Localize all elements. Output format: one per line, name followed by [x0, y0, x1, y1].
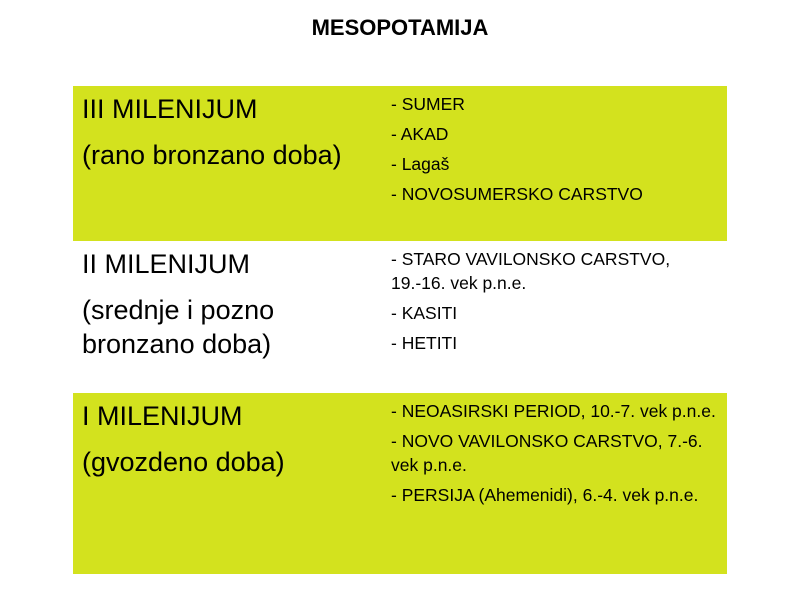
state-list [383, 241, 727, 393]
era-name: II MILENIJUM [82, 249, 251, 279]
state-item: - STARO VAVILONSKO CARSTVO, 19.-16. vek p.n.e. [391, 249, 671, 293]
era-table [73, 86, 727, 574]
era-row-first-millennium [73, 393, 727, 574]
state-item: - HETITI [391, 333, 458, 353]
state-list [383, 393, 727, 574]
era-name: III MILENIJUM [82, 94, 258, 124]
state-item: - PERSIJA (Ahemenidi), 6.-4. vek p.n.e. [391, 485, 699, 505]
state-item: - SUMER [391, 94, 465, 114]
state-list [383, 86, 727, 241]
state-item: - KASITI [391, 303, 458, 323]
era-name: I MILENIJUM [82, 401, 243, 431]
state-item: - AKAD [391, 124, 449, 144]
page-title: MESOPOTAMIJA [311, 15, 489, 40]
state-item: - Lagaš [391, 154, 450, 174]
era-description: (rano bronzano doba) [82, 140, 342, 170]
era-row-second-millennium [73, 241, 727, 393]
era-description: (gvozdeno doba) [82, 447, 285, 477]
era-description: (srednje i pozno bronzano doba) [82, 295, 275, 359]
state-item: - NOVOSUMERSKO CARSTVO [391, 184, 643, 204]
era-cell [73, 241, 383, 393]
era-cell [73, 393, 383, 574]
era-cell [73, 86, 383, 241]
state-item: - NOVO VAVILONSKO CARSTVO, 7.-6. vek p.n.e. [391, 431, 703, 475]
era-row-third-millennium [73, 86, 727, 241]
state-item: - NEOASIRSKI PERIOD, 10.-7. vek p.n.e. [391, 401, 716, 421]
